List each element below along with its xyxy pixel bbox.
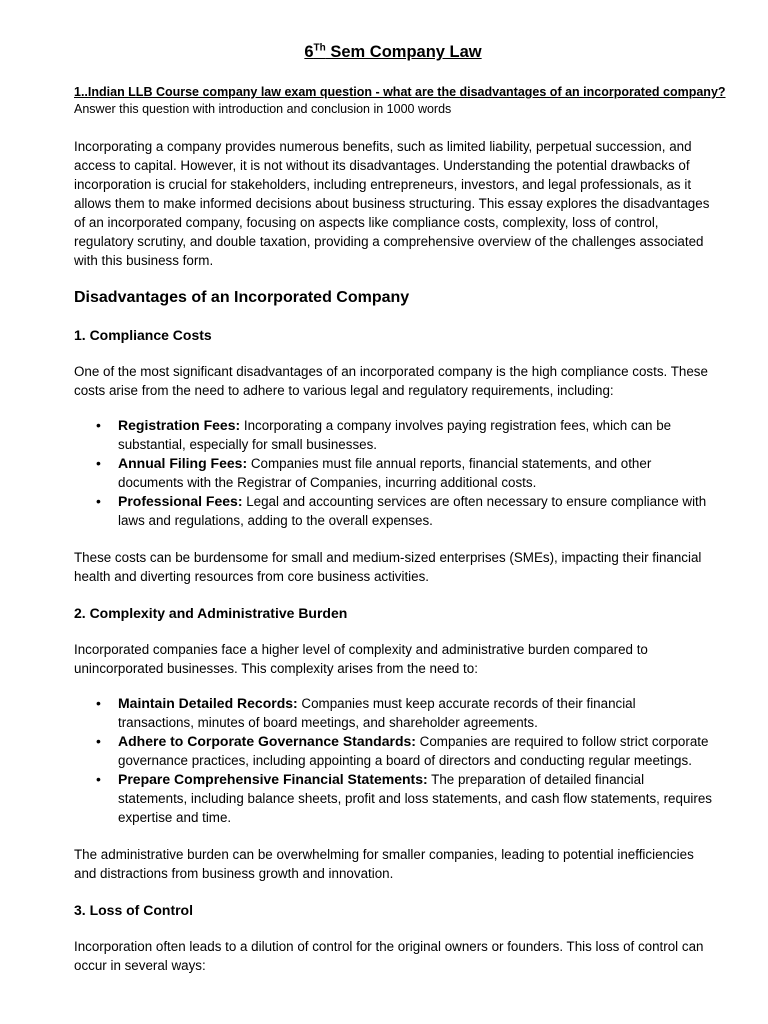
title-superscript: Th	[313, 42, 326, 54]
page-title	[74, 0, 712, 62]
list-item-desc: The preparation of detailed financial statements, including balance sheets, profit and loss statements, and cash flow statements, requires expertise and time.	[118, 772, 712, 825]
list-item	[118, 770, 712, 827]
bullet-list	[74, 694, 712, 827]
list-item-desc: Companies must keep accurate records of their financial transactions, minutes of board meetings, and shareholder agreements.	[118, 696, 636, 730]
answer-instruction: Answer this question with introduction and conclusion in 1000 words	[74, 102, 452, 116]
list-item	[118, 416, 712, 454]
list-item-term: Maintain Detailed Records:	[118, 695, 298, 711]
list-item	[118, 492, 712, 530]
section-closing-paragraph: These costs can be burdensome for small and medium-sized enterprises (SMEs), impacting their financial health and diverting resources from core business activities.	[74, 550, 702, 584]
list-item-desc: Legal and accounting services are often necessary to ensure compliance with laws and regulations, adding to the overall expenses.	[118, 494, 707, 528]
list-item-term: Professional Fees:	[118, 493, 243, 509]
list-item-term: Annual Filing Fees:	[118, 455, 248, 471]
title-prefix: 6	[304, 43, 314, 61]
section-heading-complexity: 2. Complexity and Administrative Burden	[74, 605, 348, 621]
section-lead-paragraph: One of the most significant disadvantages of an incorporated company is the high compliance costs. These costs arise from the need to adhere to various legal and regulatory requirements, including:	[74, 364, 708, 398]
section-lead-paragraph: Incorporation often leads to a dilution of control for the original owners or founders. This loss of control can occur in several ways:	[74, 939, 704, 973]
introduction-paragraph: Incorporating a company provides numerous benefits, such as limited liability, perpetual succession, and access to capital. However, it is not without its disadvantages. Understanding the potential drawbacks of incorporation is crucial for stakeholders, including entrepreneurs, investors, and legal professionals, as it allows them to make informed decisions about business structuring. This essay explores the disadvantages of an incorporated company, focusing on aspects like compliance costs, complexity, loss of control, regulatory scrutiny, and double taxation, providing a comprehensive overview of the challenges associated with this business form.	[74, 139, 710, 268]
list-item-desc: Companies must file annual reports, financial statements, and other documents with the Registrar of Companies, incurring additional costs.	[118, 456, 652, 490]
list-item-term: Prepare Comprehensive Financial Statements:	[118, 771, 428, 787]
exam-question: 1..Indian LLB Course company law exam question - what are the disadvantages of an incorporated company?	[74, 85, 726, 99]
title-rest: Sem Company Law	[325, 43, 482, 61]
list-item	[118, 732, 712, 770]
list-item-desc: Incorporating a company involves paying registration fees, which can be substantial, especially for small businesses.	[118, 418, 672, 452]
exam-question-block	[74, 84, 726, 118]
section-lead-paragraph: Incorporated companies face a higher level of complexity and administrative burden compared to unincorporated businesses. This complexity arises from the need to:	[74, 642, 648, 676]
section-closing-paragraph: The administrative burden can be overwhelming for smaller companies, leading to potential inefficiencies and distractions from business growth and innovation.	[74, 847, 694, 881]
list-item	[118, 454, 712, 492]
section-heading-loss-of-control: 3. Loss of Control	[74, 902, 193, 918]
main-heading: Disadvantages of an Incorporated Company	[74, 289, 410, 306]
list-item	[118, 694, 712, 732]
bullet-list	[74, 416, 712, 530]
list-item-term: Adhere to Corporate Governance Standards:	[118, 733, 416, 749]
list-item-desc: Companies are required to follow strict corporate governance practices, including appointing a board of directors and conducting regular meetings.	[118, 734, 709, 768]
list-item-term: Registration Fees:	[118, 417, 241, 433]
section-heading-compliance-costs: 1. Compliance Costs	[74, 327, 212, 343]
